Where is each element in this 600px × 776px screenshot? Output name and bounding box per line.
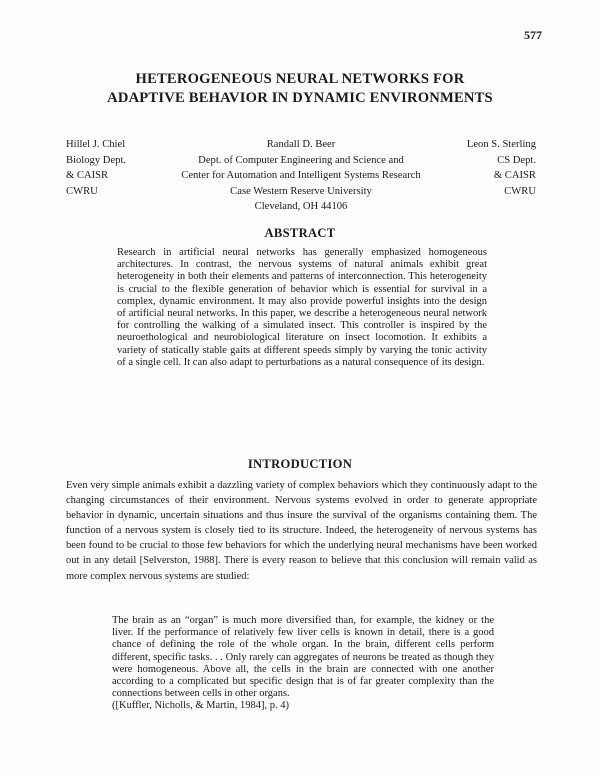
author-middle-line: Case Western Reserve University [230, 185, 372, 197]
author-right-line: Leon S. Sterling [466, 139, 536, 150]
author-middle-line: Cleveland, OH 44106 [254, 201, 348, 212]
author-left-line: CWRU [66, 185, 98, 197]
author-left-line: Biology Dept. [66, 154, 127, 166]
author-middle-line: Center for Automation and Intelligent Systems Research [181, 170, 421, 181]
author-left-line: Hillel J. Chiel [66, 139, 126, 150]
author-right-line: CWRU [504, 185, 536, 197]
author-middle-line: Dept. of Computer Engineering and Science and [198, 154, 404, 166]
author-middle-line: Randall D. Beer [266, 139, 336, 150]
introduction-body: Even very simple animals exhibit a dazzling variety of complex behaviors which they continuously adapt to the changing circumstances of their environment. Nervous systems evolved in order to generate appropriate behavior in dynamic, uncertain situations and thus insure the survival of the organisms containing them. The function of a nervous system is closely tied to its structure. Indeed, the heterogeneity of nervous systems has been found to be crucial to those few behaviors for which the underlying neural mechanisms have been worked out in any detail [Selverston, 1988]. There is every reason to believe that this conclusion will remain valid as more complex nervous systems are studied: [66, 480, 537, 582]
author-right-line: & CAISR [493, 170, 536, 181]
quote-text: The brain as an “organ” is much more diversified than, for example, the kidney or the liver. If the performance of relatively few liver cells is known in detail, there is a good chance of defining the role of the whole organ. In the brain, different cells perform different, specific tasks. . . Only rarely can aggregates of neurons be treated as though they were homogeneous. Above all, the cells in the brain are connected with one another according to a complicated but specific design that is of far greater complexity than the connections between cells in other organs. [112, 615, 494, 700]
author-left-line: & CAISR [66, 170, 109, 181]
title-line-1: HETEROGENEOUS NEURAL NETWORKS FOR [135, 71, 465, 87]
introduction-heading: INTRODUCTION [247, 457, 353, 471]
page-number: 577 [524, 28, 542, 42]
paper-title [0, 70, 600, 108]
quote-citation: ([Kuffler, Nicholls, & Martin, 1984], p. 4) [112, 700, 289, 712]
title-line-2: ADAPTIVE BEHAVIOR IN DYNAMIC ENVIRONMENTS [107, 90, 493, 106]
abstract-heading: ABSTRACT [264, 226, 336, 240]
author-right [467, 137, 536, 199]
block-quote [112, 615, 494, 713]
author-right-line: CS Dept. [497, 154, 536, 166]
abstract-body: Research in artificial neural networks has generally emphasized homogeneous architectures. In contrast, the nervous systems of natural animals exhibit great heterogeneity in both their elements and patterns of interconnection. This heterogeneity is crucial to the flexible generation of behavior which is essential for survival in a complex, dynamic environment. It may also provide powerful insights into the design of artificial neural networks. In this paper, we describe a heterogeneous neural network for controlling the walking of a simulated insect. This controller is inspired by the neuroethological and neurobiological literature on insect locomotion. It exhibits a variety of statically stable gaits at different speeds simply by varying the tonic activity of a single cell. It can also adapt to perturbations as a natural consequence of its design. [117, 247, 487, 368]
author-middle [66, 137, 536, 215]
